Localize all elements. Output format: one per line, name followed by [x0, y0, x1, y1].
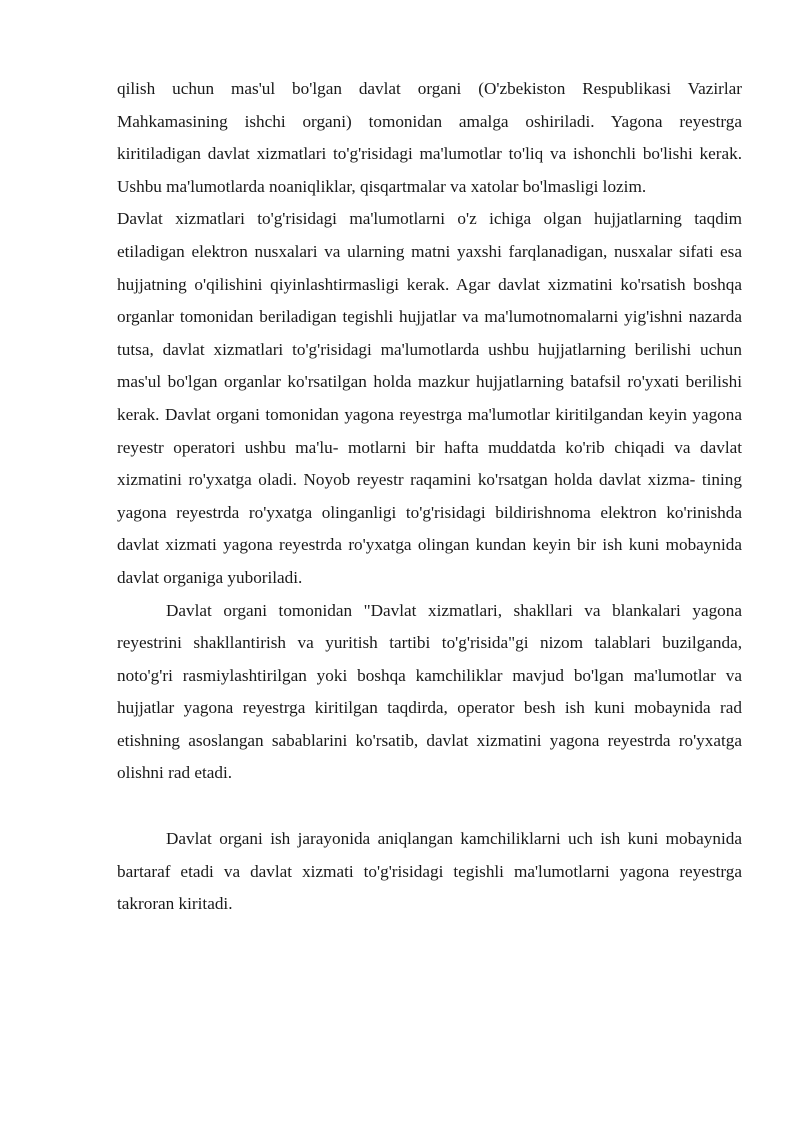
paragraph-2: Davlat xizmatlari to'g'risidagi ma'lumotlarni o'z ichiga olgan hujjatlarning taqdim etiladigan elektron nusxalari va ularning matni yaxshi farqlanadigan, nusxalar sifati esa hujjatning o'qilishini qiyinlashtirmasligi kerak. Agar davlat xizmatini ko'rsatish boshqa organlar tomonidan beriladigan tegishli hujjatlar va ma'lumotnomalarni yig'ishni nazarda tutsa, davlat xizmatlari to'g'risidagi ma'lumotlarda ushbu hujjatlarning berilishi uchun mas'ul bo'lgan organlar ko'rsatilgan holda mazkur hujjatlarning batafsil ro'yxati berilishi kerak. Davlat organi tomonidan yagona reyestrga ma'lumotlar kiritilgandan keyin yagona reyestr operatori ushbu ma'lu- motlarni bir hafta muddatda ko'rib chiqadi va davlat xizmatini ro'yxatga oladi. Noyob reyestr raqamini ko'rsatgan holda davlat xizma- tining yagona reyestrda ro'yxatga olinganligi to'g'risidagi bildirishnoma elektron ko'rinishda davlat xizmati yagona reyestrda ro'yxatga olingan kundan keyin bir ish kuni mobaynida davlat organiga yuboriladi.: [117, 209, 742, 587]
paragraph-1: qilish uchun mas'ul bo'lgan davlat organi (O'zbekiston Respublikasi Vazirlar Mahkamasining ishchi organi) tomonidan amalga oshiriladi. Yagona reyestrga kiritiladigan davlat xizmatlari to'g'risidagi ma'lumotlar to'liq va ishonchli bo'lishi kerak. Ushbu ma'lumotlarda noaniqliklar, qisqartmalar va xatolar bo'lmasligi lozim.: [117, 79, 742, 196]
paragraph-spacer: [117, 790, 742, 823]
paragraph-3: Davlat organi tomonidan "Davlat xizmatlari, shakllari va blankalari yagona reyestrini shakllantirish va yuritish tartibi to'g'risida"gi nizom talablari buzilganda, noto'g'ri rasmiylashtirilgan yoki boshqa kamchiliklar mavjud bo'lgan ma'lumotlar va hujjatlar yagona reyestrga kiritilgan taqdirda, operator besh ish kuni mobaynida rad etishning asoslangan sabablarini ko'rsatib, davlat xizmatini yagona reyestrda ro'yxatga olishni rad etadi.: [117, 600, 742, 783]
document-body: [117, 73, 742, 921]
paragraph-4: Davlat organi ish jarayonida aniqlangan kamchiliklarni uch ish kuni mobaynida bartaraf etadi va davlat xizmati to'g'risidagi tegishli ma'lumotlarni yagona reyestrga takroran kiritadi.: [117, 829, 742, 914]
